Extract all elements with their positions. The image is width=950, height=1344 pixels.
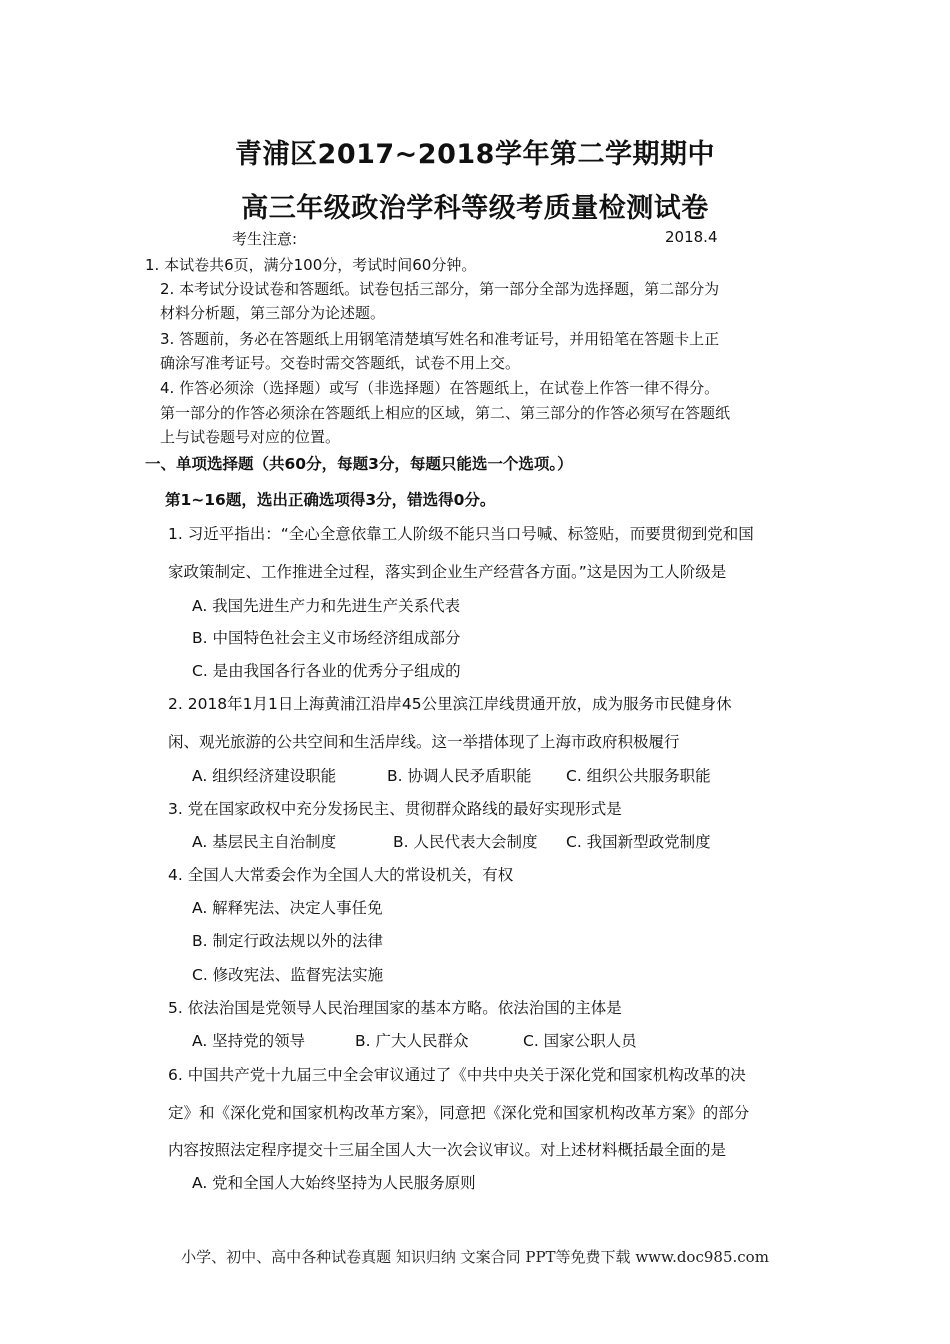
- exam-date: 2018.4: [665, 228, 718, 246]
- question-5-stem: 5. 依法治国是党领导人民治理国家的基本方略。依法治国的主体是: [168, 999, 622, 1017]
- question-2-option-c: C. 组织公共服务职能: [566, 767, 711, 785]
- question-6-option-a: A. 党和全国人大始终坚持为人民服务原则: [192, 1174, 476, 1192]
- notice-line: 上与试卷题号对应的位置。: [160, 428, 341, 446]
- notice-line: 3. 答题前，务必在答题纸上用钢笔清楚填写姓名和准考证号，并用铅笔在答题卡上正: [160, 330, 720, 348]
- question-3-stem: 3. 党在国家政权中充分发扬民主、贯彻群众路线的最好实现形式是: [168, 800, 622, 818]
- section-subheading: 第1~16题，选出正确选项得3分，错选得0分。: [165, 491, 496, 509]
- question-1-option-c: C. 是由我国各行各业的优秀分子组成的: [192, 662, 461, 680]
- page-title: 青浦区2017~2018学年第二学期期中: [235, 139, 715, 170]
- question-6-stem: 定》和《深化党和国家机构改革方案》，同意把《深化党和国家机构改革方案》的部分: [168, 1104, 750, 1122]
- question-1-option-a: A. 我国先进生产力和先进生产关系代表: [192, 597, 461, 615]
- question-3-option-b: B. 人民代表大会制度: [393, 833, 538, 851]
- question-2-stem: 2. 2018年1月1日上海黄浦江沿岸45公里滨江岸线贯通开放，成为服务市民健身休: [168, 695, 732, 713]
- question-3-option-a: A. 基层民主自治制度: [192, 833, 337, 851]
- notice-line: 1. 本试卷共6页，满分100分，考试时间60分钟。: [145, 256, 477, 274]
- question-6-stem: 内容按照法定程序提交十三届全国人大一次会议审议。对上述材料概括最全面的是: [168, 1141, 727, 1159]
- question-2-option-b: B. 协调人民矛盾职能: [387, 767, 532, 785]
- question-4-stem: 4. 全国人大常委会作为全国人大的常设机关，有权: [168, 866, 514, 884]
- question-1-stem: 家政策制定、工作推进全过程，落实到企业生产经营各方面。”这是因为工人阶级是: [168, 563, 727, 581]
- question-1-stem: 1. 习近平指出：“全心全意依靠工人阶级不能只当口号喊、标签贴，而要贯彻到党和国: [168, 525, 754, 543]
- section-heading: 一、单项选择题（共60分，每题3分，每题只能选一个选项。）: [145, 455, 573, 473]
- question-4-option-c: C. 修改宪法、监督宪法实施: [192, 966, 384, 984]
- question-3-option-c: C. 我国新型政党制度: [566, 833, 711, 851]
- question-4-option-a: A. 解释宪法、决定人事任免: [192, 899, 383, 917]
- notice-label: 考生注意:: [232, 230, 298, 248]
- question-5-option-a: A. 坚持党的领导: [192, 1032, 306, 1050]
- question-4-option-b: B. 制定行政法规以外的法律: [192, 932, 383, 950]
- page-subtitle: 高三年级政治学科等级考质量检测试卷: [241, 193, 709, 224]
- notice-line: 确涂写准考证号。交卷时需交答题纸，试卷不用上交。: [160, 354, 521, 372]
- question-2-option-a: A. 组织经济建设职能: [192, 767, 337, 785]
- question-1-option-b: B. 中国特色社会主义市场经济组成部分: [192, 629, 461, 647]
- notice-line: 第一部分的作答必须涂在答题纸上相应的区域，第二、第三部分的作答必须写在答题纸: [160, 404, 731, 422]
- notice-line: 4. 作答必须涂（选择题）或写（非选择题）在答题纸上，在试卷上作答一律不得分。: [160, 379, 720, 397]
- question-2-stem: 闲、观光旅游的公共空间和生活岸线。这一举措体现了上海市政府积极履行: [168, 733, 680, 751]
- question-6-stem: 6. 中国共产党十九届三中全会审议通过了《中共中央关于深化党和国家机构改革的决: [168, 1066, 746, 1084]
- notice-line: 2. 本考试分设试卷和答题纸。试卷包括三部分，第一部分全部为选择题，第二部分为: [160, 280, 720, 298]
- page-footer: 小学、初中、高中各种试卷真题 知识归纳 文案合同 PPT等免费下载 www.doc985.com: [181, 1248, 769, 1266]
- notice-line: 材料分析题，第三部分为论述题。: [160, 304, 386, 322]
- question-5-option-c: C. 国家公职人员: [523, 1032, 637, 1050]
- question-5-option-b: B. 广大人民群众: [355, 1032, 469, 1050]
